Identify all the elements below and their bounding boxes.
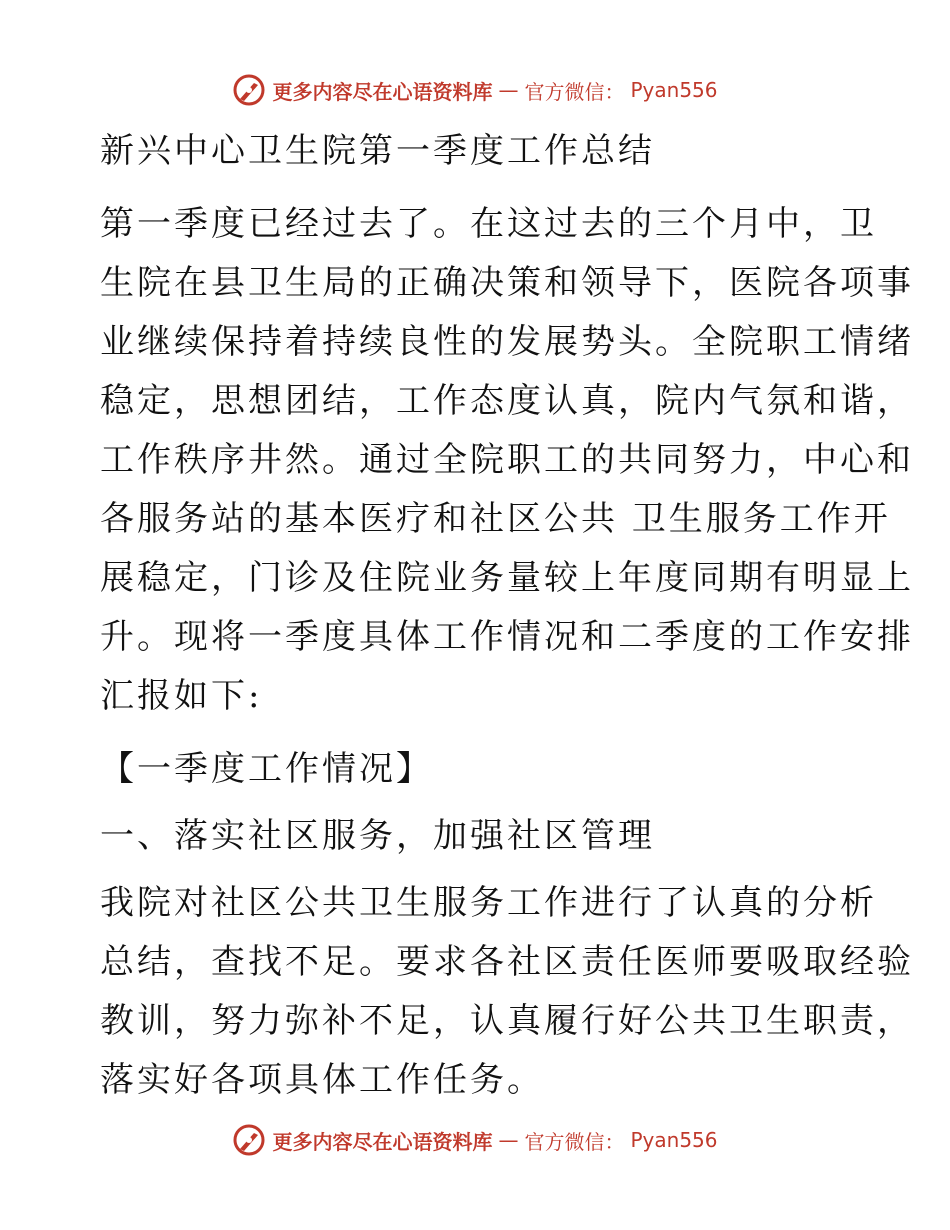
intro-line: 第一季度已经过去了。在这过去的三个月中，卫 xyxy=(100,204,877,244)
intro-line: 展稳定，门诊及住院业务量较上年度同期有明显上 xyxy=(100,558,914,598)
body-line: 落实好各项具体工作任务。 xyxy=(100,1060,544,1100)
banner-text: 更多内容尽在心语资料库 xyxy=(272,1129,493,1154)
body-paragraph xyxy=(100,874,914,1110)
banner-wechat-id: Pyan556 xyxy=(630,1128,718,1152)
pen-circle-logo-icon xyxy=(232,1123,266,1157)
intro-paragraph xyxy=(100,195,914,726)
subheading: 一、落实社区服务，加强社区管理 xyxy=(100,816,655,856)
intro-line: 生院在县卫生局的正确决策和领导下，医院各项事 xyxy=(100,263,914,303)
intro-line: 业继续保持着持续良性的发展势头。全院职工情绪 xyxy=(100,322,914,362)
body-line: 总结，查找不足。要求各社区责任医师要吸取经验 xyxy=(100,942,914,982)
header-banner[interactable] xyxy=(0,70,950,110)
document-title: 新兴中心卫生院第一季度工作总结 xyxy=(100,131,655,171)
footer-banner[interactable] xyxy=(0,1120,950,1160)
banner-separator: — xyxy=(498,1128,519,1152)
intro-line: 汇报如下: xyxy=(100,676,263,716)
pen-circle-logo-icon xyxy=(232,73,266,107)
banner-wechat-label: 官方微信： xyxy=(524,79,625,104)
body-line: 我院对社区公共卫生服务工作进行了认真的分析 xyxy=(100,883,877,923)
document-content xyxy=(100,122,914,1110)
banner-wechat-id: Pyan556 xyxy=(630,78,718,102)
intro-line: 工作秩序井然。通过全院职工的共同努力，中心和 xyxy=(100,440,914,480)
banner-wechat-label: 官方微信： xyxy=(524,1129,625,1154)
body-line: 教训，努力弥补不足，认真履行好公共卫生职责， xyxy=(100,1001,914,1041)
section-heading: 【一季度工作情况】 xyxy=(100,749,433,789)
intro-line: 各服务站的基本医疗和社区公共 卫生服务工作开 xyxy=(100,499,891,539)
banner-text: 更多内容尽在心语资料库 xyxy=(272,79,493,104)
banner-separator: — xyxy=(498,78,519,102)
intro-line: 稳定，思想团结，工作态度认真，院内气氛和谐， xyxy=(100,381,914,421)
intro-line: 升。现将一季度具体工作情况和二季度的工作安排 xyxy=(100,617,914,657)
